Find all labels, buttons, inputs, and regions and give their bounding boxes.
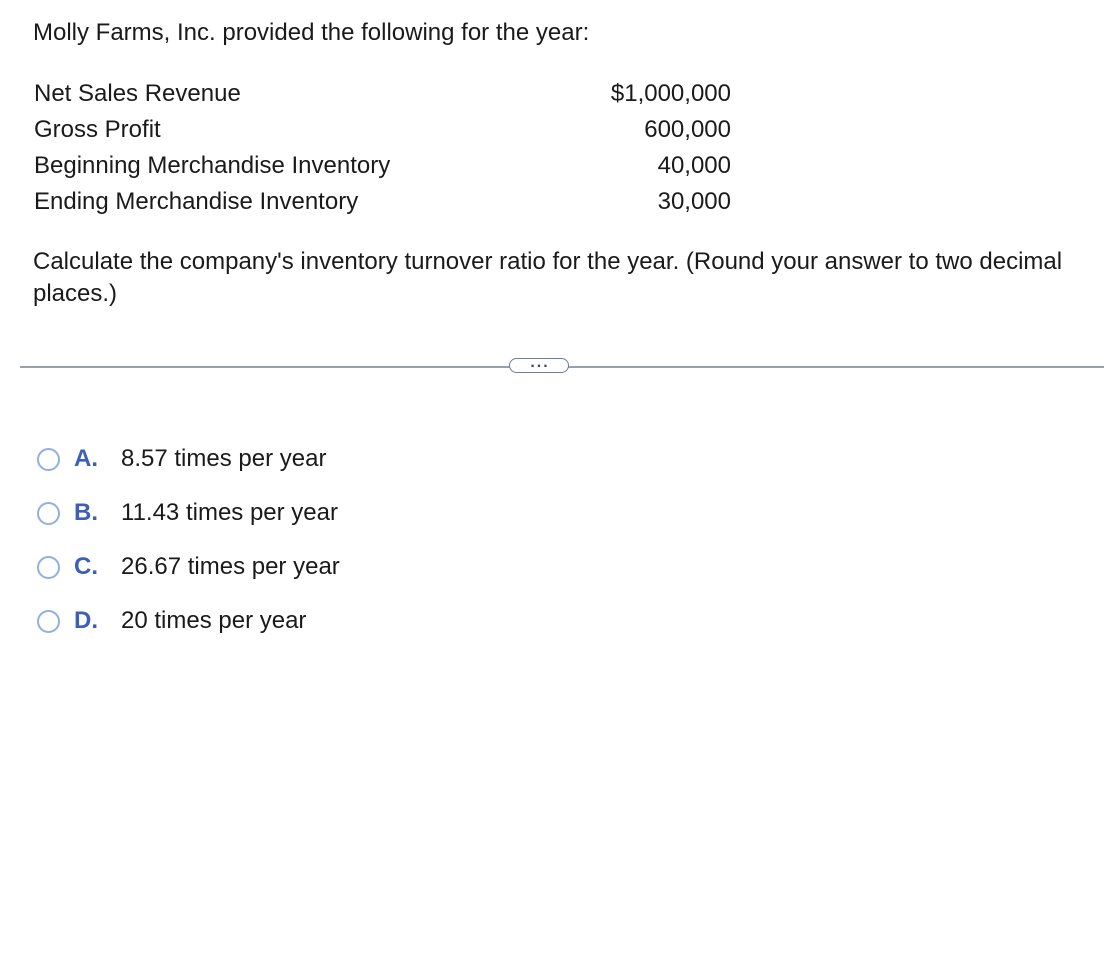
- table-row: [34, 76, 731, 112]
- option-letter: B.: [74, 499, 98, 526]
- option-letter: C.: [74, 553, 98, 580]
- radio-button-icon[interactable]: [37, 610, 60, 633]
- radio-button-icon[interactable]: [37, 556, 60, 579]
- option-text: 11.43 times per year: [121, 499, 338, 526]
- row-value: 600,000: [644, 116, 731, 143]
- answer-options: [37, 442, 340, 658]
- option-text: 20 times per year: [121, 607, 307, 634]
- option-d[interactable]: [37, 604, 340, 638]
- row-label: Net Sales Revenue: [34, 80, 241, 107]
- financial-data-table: [34, 76, 731, 220]
- row-label: Ending Merchandise Inventory: [34, 188, 359, 215]
- ellipsis-icon: ...: [530, 353, 550, 371]
- option-text: 8.57 times per year: [121, 445, 327, 472]
- row-label: Beginning Merchandise Inventory: [34, 152, 391, 179]
- option-a[interactable]: [37, 442, 340, 476]
- radio-button-icon[interactable]: [37, 448, 60, 471]
- row-value: 40,000: [657, 152, 731, 179]
- table-row: [34, 184, 731, 220]
- problem-intro: Molly Farms, Inc. provided the following for the year:: [33, 19, 590, 46]
- option-letter: A.: [74, 445, 98, 472]
- option-c[interactable]: [37, 550, 340, 584]
- expand-more-button[interactable]: [509, 353, 569, 373]
- table-row: [34, 112, 731, 148]
- row-label: Gross Profit: [34, 116, 161, 143]
- option-text: 26.67 times per year: [121, 553, 340, 580]
- option-b[interactable]: [37, 496, 340, 530]
- row-value: $1,000,000: [610, 80, 731, 107]
- row-value: 30,000: [657, 188, 731, 215]
- question-text: Calculate the company's inventory turnover ratio for the year. (Round your answer to two decimal places.): [33, 248, 1063, 307]
- option-letter: D.: [74, 607, 98, 634]
- radio-button-icon[interactable]: [37, 502, 60, 525]
- table-row: [34, 148, 731, 184]
